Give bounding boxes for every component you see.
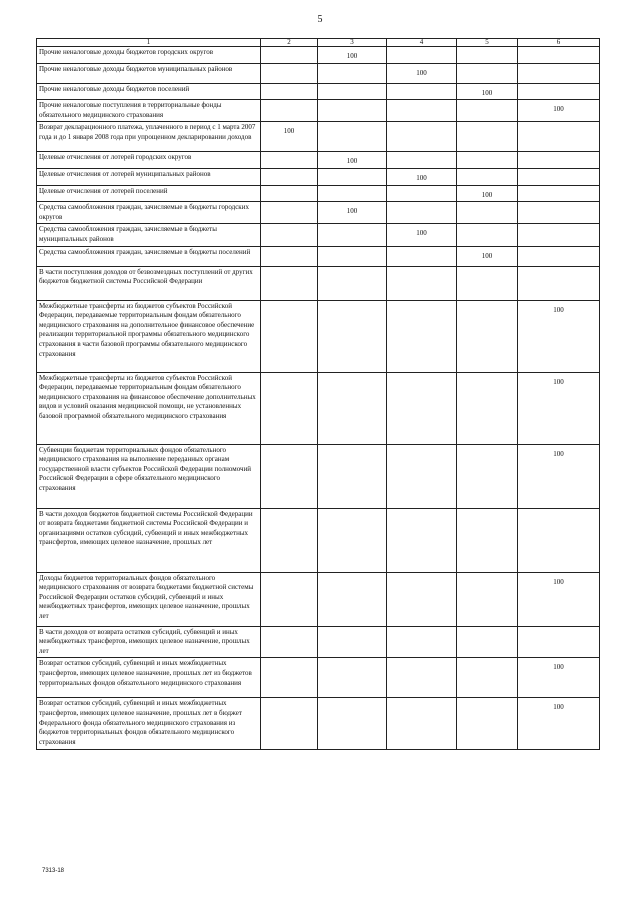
cell-column-3 xyxy=(318,185,387,202)
row-description: Межбюджетные трансферты из бюджетов субъектов Российской Федерации, передаваемые территориальным фондам обязательного медицинского страхования на дополнительное финансовое обеспечение реализации территориальной программы обязательного медицинского страхования в части базовой программы обязательного медицинского страхования xyxy=(37,300,261,372)
cell-column-2 xyxy=(261,224,318,246)
row-description: Возврат декларационного платежа, уплаченного в период с 1 марта 2007 года и до 1 января 2008 года при упрощенном декларировании доходов xyxy=(37,122,261,152)
cell-column-2 xyxy=(261,185,318,202)
cell-column-2: 100 xyxy=(261,122,318,152)
cell-column-3: 100 xyxy=(318,47,387,64)
cell-column-4 xyxy=(387,444,457,508)
cell-column-6 xyxy=(518,122,600,152)
cell-column-5 xyxy=(457,47,518,64)
cell-column-3 xyxy=(318,83,387,100)
cell-column-6: 100 xyxy=(518,100,600,122)
table-row xyxy=(37,444,600,508)
cell-column-4 xyxy=(387,372,457,444)
cell-column-2 xyxy=(261,372,318,444)
row-description: Целевые отчисления от лотерей муниципальных районов xyxy=(37,168,261,185)
cell-column-6 xyxy=(518,152,600,169)
row-description: Доходы бюджетов территориальных фондов обязательного медицинского страхования от возврата бюджетами бюджетной системы Российской Федерации остатков субсидий, субвенций и иных межбюджетных трансфертов, имеющих целевое назначение, прошлых лет xyxy=(37,572,261,626)
cell-column-5 xyxy=(457,300,518,372)
table-row xyxy=(37,246,600,266)
cell-column-5 xyxy=(457,100,518,122)
cell-column-4 xyxy=(387,266,457,300)
row-description: Прочие неналоговые поступления в территориальные фонды обязательного медицинского страхования xyxy=(37,100,261,122)
row-description: Возврат остатков субсидий, субвенций и иных межбюджетных трансфертов, имеющих целевое назначение, прошлых лет в бюджет Федерального фонда обязательного медицинского страхования из бюджетов территориальных фондов обязательного медицинского страхования xyxy=(37,698,261,750)
cell-column-3 xyxy=(318,100,387,122)
cell-column-5 xyxy=(457,224,518,246)
cell-column-2 xyxy=(261,266,318,300)
cell-column-2 xyxy=(261,246,318,266)
table-row xyxy=(37,100,600,122)
column-header-1: 1 xyxy=(37,39,261,47)
table-row xyxy=(37,572,600,626)
cell-column-5 xyxy=(457,508,518,572)
cell-column-5 xyxy=(457,698,518,750)
cell-column-3 xyxy=(318,122,387,152)
cell-column-6 xyxy=(518,266,600,300)
cell-column-6 xyxy=(518,185,600,202)
cell-column-6: 100 xyxy=(518,300,600,372)
column-header-5: 5 xyxy=(457,39,518,47)
cell-column-5 xyxy=(457,63,518,83)
cell-column-6 xyxy=(518,508,600,572)
table-row xyxy=(37,185,600,202)
cell-column-4 xyxy=(387,572,457,626)
cell-column-6 xyxy=(518,168,600,185)
cell-column-3 xyxy=(318,698,387,750)
revenue-distribution-table xyxy=(36,38,600,750)
row-description: Целевые отчисления от лотерей городских округов xyxy=(37,152,261,169)
table-row xyxy=(37,658,600,698)
page-number: 5 xyxy=(317,14,323,25)
cell-column-2 xyxy=(261,152,318,169)
cell-column-3 xyxy=(318,658,387,698)
row-description: Прочие неналоговые доходы бюджетов поселений xyxy=(37,83,261,100)
cell-column-4: 100 xyxy=(387,224,457,246)
cell-column-6: 100 xyxy=(518,372,600,444)
cell-column-4 xyxy=(387,152,457,169)
row-description: В части доходов от возврата остатков субсидий, субвенций и иных межбюджетных трансфертов, имеющих целевое назначение, прошлых лет xyxy=(37,626,261,658)
cell-column-5 xyxy=(457,122,518,152)
row-description: Средства самообложения граждан, зачисляемые в бюджеты муниципальных районов xyxy=(37,224,261,246)
table-row xyxy=(37,152,600,169)
cell-column-3: 100 xyxy=(318,152,387,169)
cell-column-5 xyxy=(457,626,518,658)
table-row xyxy=(37,122,600,152)
table-row xyxy=(37,300,600,372)
cell-column-6 xyxy=(518,47,600,64)
cell-column-6: 100 xyxy=(518,444,600,508)
table-row xyxy=(37,83,600,100)
cell-column-3 xyxy=(318,168,387,185)
cell-column-2 xyxy=(261,626,318,658)
cell-column-5 xyxy=(457,658,518,698)
cell-column-6: 100 xyxy=(518,572,600,626)
cell-column-5 xyxy=(457,168,518,185)
table-row xyxy=(37,698,600,750)
cell-column-2 xyxy=(261,508,318,572)
cell-column-5 xyxy=(457,572,518,626)
column-header-4: 4 xyxy=(387,39,457,47)
cell-column-4 xyxy=(387,698,457,750)
table-row xyxy=(37,202,600,224)
cell-column-3 xyxy=(318,372,387,444)
cell-column-5 xyxy=(457,202,518,224)
cell-column-5 xyxy=(457,266,518,300)
cell-column-3 xyxy=(318,63,387,83)
cell-column-4: 100 xyxy=(387,168,457,185)
cell-column-3: 100 xyxy=(318,202,387,224)
cell-column-2 xyxy=(261,300,318,372)
table-row xyxy=(37,224,600,246)
cell-column-3 xyxy=(318,246,387,266)
cell-column-4 xyxy=(387,202,457,224)
cell-column-3 xyxy=(318,300,387,372)
row-description: Межбюджетные трансферты из бюджетов субъектов Российской Федерации, передаваемые территориальным фондам обязательного медицинского страхования на финансовое обеспечение дополнительных видов и условий оказания медицинской помощи, не установленных базовой программой обязательного медицинского страхования xyxy=(37,372,261,444)
table-row xyxy=(37,372,600,444)
table-row xyxy=(37,47,600,64)
cell-column-2 xyxy=(261,47,318,64)
header-row xyxy=(37,39,600,47)
cell-column-6: 100 xyxy=(518,658,600,698)
cell-column-5 xyxy=(457,372,518,444)
row-description: Прочие неналоговые доходы бюджетов городских округов xyxy=(37,47,261,64)
cell-column-5: 100 xyxy=(457,246,518,266)
cell-column-3 xyxy=(318,266,387,300)
cell-column-2 xyxy=(261,100,318,122)
cell-column-2 xyxy=(261,83,318,100)
row-description: Возврат остатков субсидий, субвенций и иных межбюджетных трансфертов, имеющих целевое назначение, прошлых лет из бюджетов территориальных фондов обязательного медицинского страхования xyxy=(37,658,261,698)
cell-column-3 xyxy=(318,224,387,246)
cell-column-2 xyxy=(261,63,318,83)
cell-column-4 xyxy=(387,300,457,372)
cell-column-6 xyxy=(518,202,600,224)
cell-column-4 xyxy=(387,83,457,100)
column-header-3: 3 xyxy=(318,39,387,47)
cell-column-5 xyxy=(457,444,518,508)
cell-column-2 xyxy=(261,698,318,750)
cell-column-6 xyxy=(518,246,600,266)
column-header-6: 6 xyxy=(518,39,600,47)
table-body xyxy=(37,47,600,750)
row-description: Целевые отчисления от лотерей поселений xyxy=(37,185,261,202)
cell-column-3 xyxy=(318,444,387,508)
table-row xyxy=(37,63,600,83)
row-description: В части поступления доходов от безвозмездных поступлений от других бюджетов бюджетной системы Российской Федерации xyxy=(37,266,261,300)
cell-column-3 xyxy=(318,572,387,626)
cell-column-6 xyxy=(518,224,600,246)
cell-column-4 xyxy=(387,122,457,152)
cell-column-4 xyxy=(387,658,457,698)
cell-column-2 xyxy=(261,658,318,698)
cell-column-4 xyxy=(387,185,457,202)
cell-column-3 xyxy=(318,508,387,572)
cell-column-2 xyxy=(261,572,318,626)
row-description: Субвенции бюджетам территориальных фондов обязательного медицинского страхования на выполнение переданных органам государственной власти субъектов Российской Федерации полномочий Российской Федерации в сфере обязательного медицинского страхования xyxy=(37,444,261,508)
cell-column-4 xyxy=(387,47,457,64)
table-row xyxy=(37,168,600,185)
table-row xyxy=(37,508,600,572)
table-row xyxy=(37,266,600,300)
row-description: Средства самообложения граждан, зачисляемые в бюджеты городских округов xyxy=(37,202,261,224)
cell-column-6 xyxy=(518,63,600,83)
cell-column-2 xyxy=(261,444,318,508)
cell-column-4 xyxy=(387,508,457,572)
column-header-2: 2 xyxy=(261,39,318,47)
cell-column-4 xyxy=(387,100,457,122)
cell-column-5: 100 xyxy=(457,83,518,100)
row-description: Средства самообложения граждан, зачисляемые в бюджеты поселений xyxy=(37,246,261,266)
row-description: В части доходов бюджетов бюджетной системы Российской Федерации от возврата бюджетами бюджетной системы Российской Федерации и организациями остатков субсидий, субвенций и иных межбюджетных трансфертов, имеющих целевое назначение, прошлых лет xyxy=(37,508,261,572)
cell-column-2 xyxy=(261,202,318,224)
table-row xyxy=(37,626,600,658)
cell-column-3 xyxy=(318,626,387,658)
cell-column-5 xyxy=(457,152,518,169)
cell-column-4 xyxy=(387,246,457,266)
footer-code: 7313-18 xyxy=(42,868,65,874)
cell-column-4 xyxy=(387,626,457,658)
cell-column-2 xyxy=(261,168,318,185)
row-description: Прочие неналоговые доходы бюджетов муниципальных районов xyxy=(37,63,261,83)
cell-column-6 xyxy=(518,83,600,100)
cell-column-5: 100 xyxy=(457,185,518,202)
cell-column-6 xyxy=(518,626,600,658)
cell-column-4: 100 xyxy=(387,63,457,83)
cell-column-6: 100 xyxy=(518,698,600,750)
